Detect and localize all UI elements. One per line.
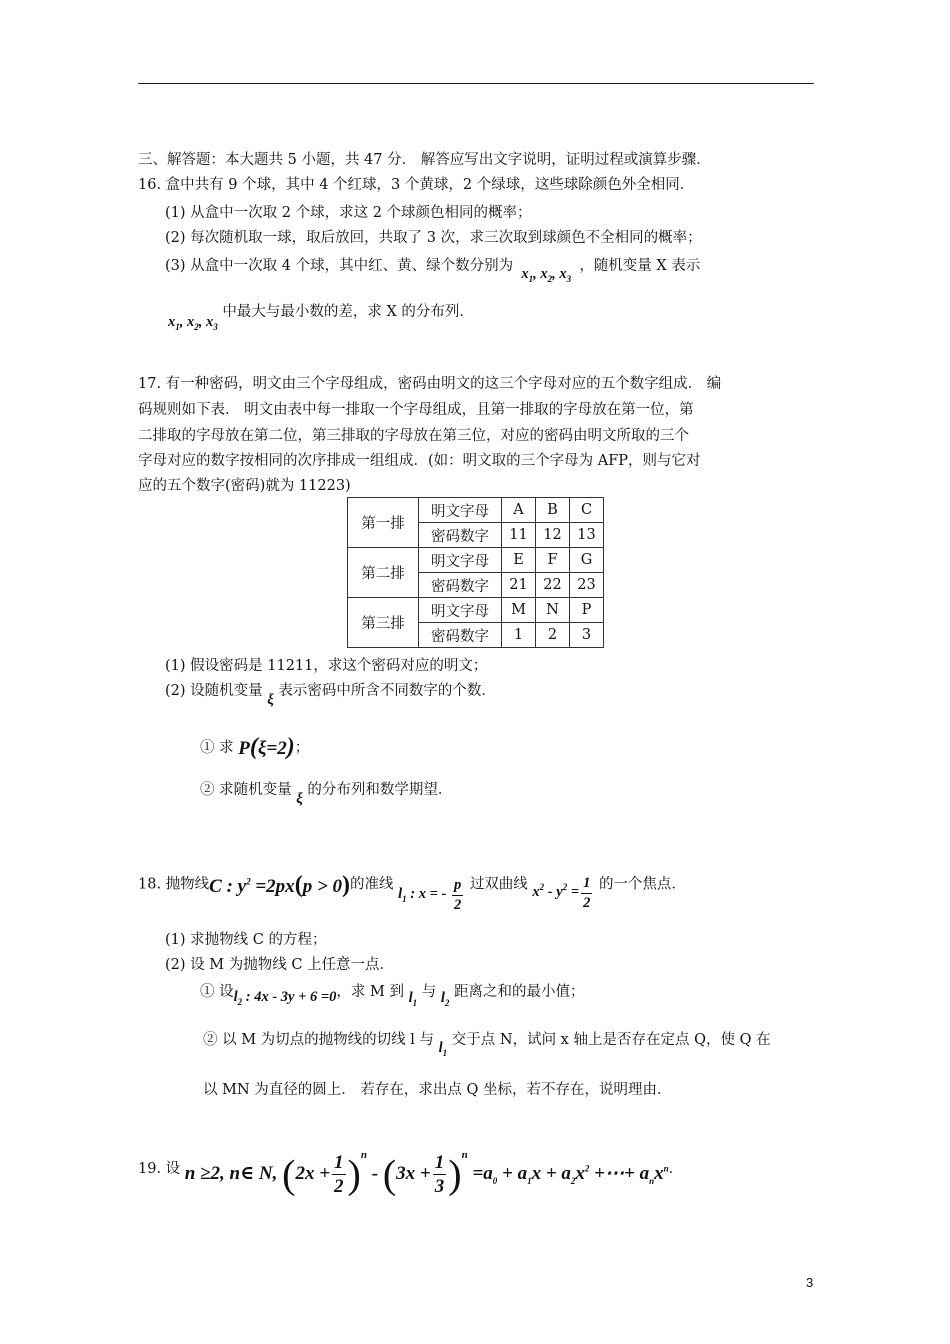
- letter-cell: A: [502, 498, 536, 523]
- letter-cell: P: [570, 598, 604, 623]
- q18-num: 18. 抛物线: [138, 876, 210, 893]
- q18-sub1-text-d: 距离之和的最小值；: [453, 984, 585, 1000]
- code-cell: 1: [502, 623, 536, 648]
- table-row: [348, 548, 604, 573]
- q18-sub2-cont: 以 MN 为直径的圆上． 若存在，求出点 Q 坐标，若不存在，说明理由．: [203, 1082, 672, 1098]
- xi-symbol: ξ: [267, 692, 274, 708]
- code-cell: 22: [536, 573, 570, 598]
- q16-part3-cont: [168, 302, 474, 332]
- q17-prob-formula: P(ξ=2): [238, 734, 295, 760]
- q19-num: 19. 设: [138, 1160, 181, 1177]
- letter-cell: B: [536, 498, 570, 523]
- xi-symbol: ξ: [296, 791, 303, 807]
- table-row: [348, 598, 604, 623]
- cipher-table: [347, 497, 604, 648]
- q17-sub2-text-b: 的分布列和数学期望．: [307, 782, 453, 798]
- row-name: 第二排: [348, 548, 419, 598]
- q16-part3-text-c: 中最大与最小数的差，求 X 的分布列．: [222, 304, 474, 320]
- header-rule: [138, 83, 814, 84]
- q16-part3: [165, 256, 815, 284]
- q18-sub2-text-a: ② 以 M 为切点的抛物线的切线 l 与: [203, 1032, 435, 1048]
- plain-label: 明文字母: [419, 548, 502, 573]
- q17-line2: 码规则如下表． 明文由表中每一排取一个字母组成，且第一排取的字母放在第一位，第: [138, 402, 694, 418]
- q18-part1: (1) 求抛物线 C 的方程；: [165, 932, 327, 948]
- q18-sub1-text-c: 与: [421, 984, 437, 1000]
- q16-part3-text-b: ，随机变量 X 表示: [579, 258, 701, 274]
- table-row: [348, 498, 604, 523]
- q17-sub1-text: ① 求: [200, 740, 234, 756]
- code-cell: 13: [570, 523, 604, 548]
- q16-part3-text-a: (3) 从盒中一次取 4 个球，其中红、黄、绿个数分别为: [165, 258, 514, 274]
- hyperbola-formula: $x^2 - y^2$ = $\frac{1}{2}$: [532, 875, 591, 911]
- q18-sub2: [203, 1030, 771, 1058]
- q19-stem: 19. 设 n ≥2, n∈ N, (2x + $\frac{1}{2}$ )$^n$ - (3x + $\frac{1}{3}$ )$^n =a_0 + a_1x + a_2x^2$ +⋯+ $a_nx^n$．: [138, 1148, 684, 1197]
- q18-text-1: 的准线: [350, 876, 394, 893]
- directrix-formula: $l_1$ : x = - $\frac{p}{2}$: [398, 877, 462, 913]
- q16-part2: (2) 每次随机取一球，取后放回，共取了 3 次，求三次取到球颜色不全相同的概率；: [165, 230, 702, 246]
- section-header: 三、解答题：本大题共 5 小题，共 47 分． 解答应写出文字说明，证明过程或演算步骤．: [138, 152, 711, 168]
- letter-cell: M: [502, 598, 536, 623]
- binomial-formula: n ≥2, n∈ N, (2x + $\frac{1}{2}$ )$^n$ - (3x + $\frac{1}{3}$ )$^n =a_0 + a_1x + a_2x^2$ +⋯+ $a_nx^n$: [184, 1148, 669, 1197]
- q17-sub1: ① 求 P(ξ=2)；: [200, 734, 310, 760]
- q18-sub1-text-b: ，求 M 到: [336, 984, 404, 1000]
- plain-label: 明文字母: [419, 598, 502, 623]
- q17-part1: (1) 假设密码是 11211，求这个密码对应的明文；: [165, 658, 488, 674]
- q18-text-2: 过双曲线: [469, 876, 528, 893]
- letter-cell: C: [570, 498, 604, 523]
- row-name: 第一排: [348, 498, 419, 548]
- code-cell: 21: [502, 573, 536, 598]
- q18-part2: (2) 设 M 为抛物线 C 上任意一点．: [165, 957, 395, 973]
- q16-part1: (1) 从盒中一次取 2 个球，求这 2 个球颜色相同的概率；: [165, 205, 532, 221]
- q17-sub2: [200, 780, 453, 807]
- letter-cell: G: [570, 548, 604, 573]
- l2-symbol: $l_2$: [440, 990, 450, 1008]
- page-number: 3: [806, 1275, 814, 1290]
- l1-symbol: $l_1$: [438, 1040, 448, 1058]
- q18-text-3: 的一个焦点．: [598, 876, 686, 893]
- plain-label: 明文字母: [419, 498, 502, 523]
- letter-cell: E: [502, 548, 536, 573]
- q17-part2-text-b: 表示密码中所含不同数字的个数．: [278, 683, 496, 699]
- q17-sub2-text-a: ② 求随机变量: [200, 782, 292, 798]
- q17-line3: 二排取的字母放在第二位，第三排取的字母放在第三位，对应的密码由明文所取的三个: [138, 428, 689, 444]
- code-label: 密码数字: [419, 623, 502, 648]
- letter-cell: F: [536, 548, 570, 573]
- code-cell: 23: [570, 573, 604, 598]
- q18-sub2-text-b: 交于点 N，试问 x 轴上是否存在定点 Q，使 Q 在: [451, 1032, 771, 1048]
- q16-vars-formula-2: $x_1$, $x_2$, $x_3$: [168, 314, 218, 332]
- code-label: 密码数字: [419, 523, 502, 548]
- q17-line4: 字母对应的数字按相同的次序排成一组组成．(如：明文取的三个字母为 AFP，则与它对: [138, 453, 701, 469]
- letter-cell: N: [536, 598, 570, 623]
- q17-part2: [165, 681, 496, 708]
- code-label: 密码数字: [419, 573, 502, 598]
- l1-symbol: $l_1$: [408, 990, 418, 1008]
- code-cell: 12: [536, 523, 570, 548]
- parabola-formula: C : $y^2 =2px(p > 0)$: [209, 872, 351, 899]
- q17-line5: 应的五个数字(密码)就为 11223): [138, 478, 351, 494]
- row-name: 第三排: [348, 598, 419, 648]
- q17-part2-text-a: (2) 设随机变量: [165, 683, 263, 699]
- code-cell: 11: [502, 523, 536, 548]
- q18-stem: [138, 868, 686, 913]
- q18-sub1: [200, 982, 584, 1007]
- code-cell: 3: [570, 623, 604, 648]
- q17-line1: 17. 有一种密码，明文由三个字母组成，密码由明文的这三个字母对应的五个数字组成． 编: [138, 376, 722, 392]
- q16-vars-formula: $x_1$, $x_2$, $x_3$: [517, 266, 572, 284]
- q16-intro: 16. 盒中共有 9 个球，其中 4 个红球，3 个黄球，2 个绿球，这些球除颜色外全相同．: [138, 177, 695, 193]
- line-l2-formula: $l_2$ : 4x - 3y + 6 =0: [233, 989, 337, 1007]
- q18-sub1-text-a: ① 设: [200, 984, 234, 1000]
- code-cell: 2: [536, 623, 570, 648]
